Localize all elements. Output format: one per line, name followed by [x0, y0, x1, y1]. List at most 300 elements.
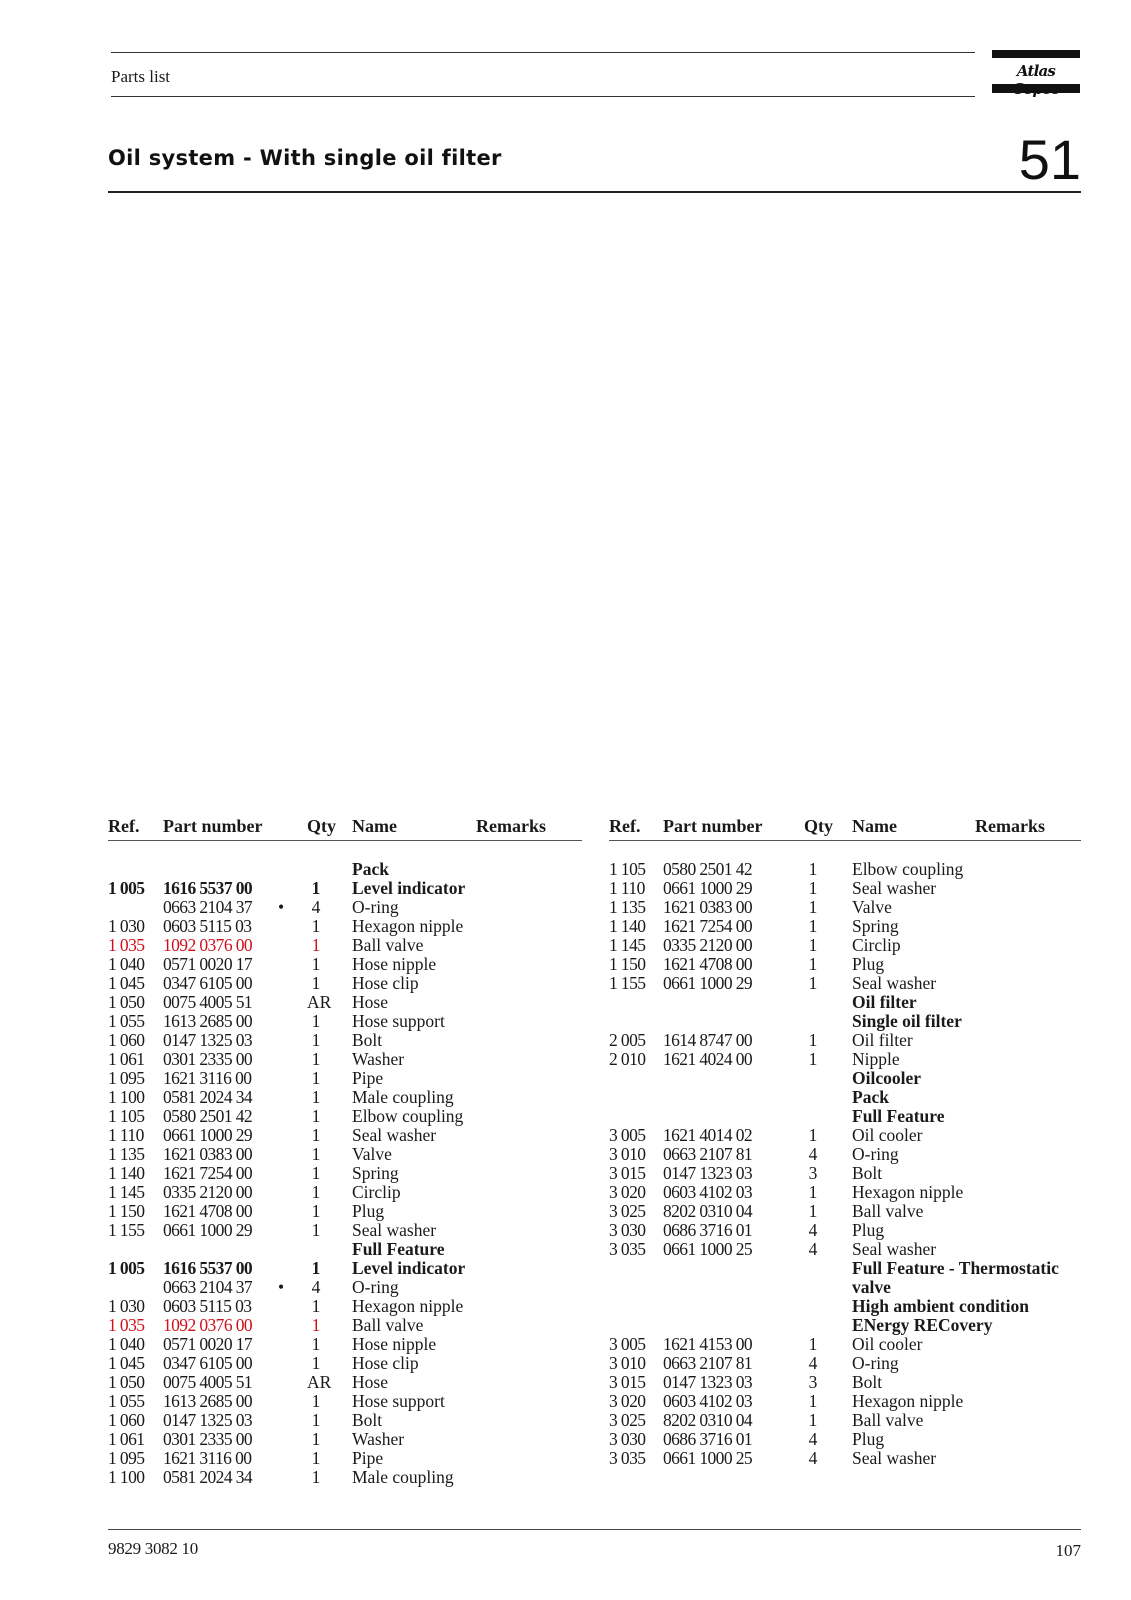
qty-cell: 1: [311, 1220, 321, 1240]
page-title: Oil system - With single oil filter: [108, 146, 502, 170]
table-row: [609, 1278, 1081, 1297]
name-cell: Washer: [352, 1049, 405, 1069]
ref-cell: 3 005: [609, 1334, 646, 1354]
table-row: [609, 1392, 1081, 1411]
ref-cell: 3 025: [609, 1410, 646, 1430]
ref-cell: 1 150: [609, 954, 646, 974]
ref-cell: 1 060: [108, 1410, 145, 1430]
name-cell: Valve: [352, 1144, 392, 1164]
part-number-cell: 1621 4014 02: [663, 1125, 753, 1145]
table-row: [609, 1107, 1081, 1126]
name-cell: O-ring: [352, 897, 399, 917]
table-row: [108, 1012, 582, 1031]
table-row: [609, 917, 1081, 936]
name-cell: Full Feature: [352, 1239, 445, 1259]
ref-cell: 1 145: [609, 935, 646, 955]
part-number-cell: 0571 0020 17: [163, 954, 253, 974]
name-cell: Seal washer: [852, 1239, 937, 1259]
qty-cell: 1: [808, 935, 818, 955]
part-number-cell: 0147 1323 03: [663, 1372, 753, 1392]
qty-cell: 1: [311, 1391, 321, 1411]
table-row: [108, 1107, 582, 1126]
name-cell: Ball valve: [852, 1410, 924, 1430]
table-row: [609, 1031, 1081, 1050]
table-row: [108, 917, 582, 936]
section-number: 51: [1018, 128, 1081, 191]
name-cell: Elbow coupling: [852, 859, 964, 879]
qty-cell: 1: [808, 878, 818, 898]
name-cell: Bolt: [352, 1030, 383, 1050]
name-cell: Pipe: [352, 1068, 384, 1088]
table-row: [609, 1411, 1081, 1430]
name-cell: Hexagon nipple: [852, 1391, 964, 1411]
table-row: [609, 1449, 1081, 1468]
qty-cell: 1: [311, 1353, 321, 1373]
header-name: Name: [852, 816, 897, 836]
qty-cell: 1: [311, 1429, 321, 1449]
name-cell: Plug: [352, 1201, 385, 1221]
part-number-cell: 0147 1325 03: [163, 1410, 253, 1430]
table-row: [108, 1259, 582, 1278]
qty-cell: 4: [808, 1220, 818, 1240]
table-row: [108, 1335, 582, 1354]
part-number-cell: 0147 1323 03: [663, 1163, 753, 1183]
qty-cell: 1: [311, 1011, 321, 1031]
qty-cell: 1: [808, 954, 818, 974]
qty-cell: AR: [307, 992, 332, 1012]
name-cell: Plug: [852, 1220, 885, 1240]
qty-cell: 1: [311, 954, 321, 974]
qty-cell: 1: [311, 1410, 321, 1430]
ref-cell: 1 061: [108, 1429, 145, 1449]
header-top-rule: [111, 52, 975, 53]
part-number-cell: 1621 4153 00: [663, 1334, 753, 1354]
name-cell: Seal washer: [352, 1220, 437, 1240]
atlas-copco-logo: [992, 50, 1080, 94]
ref-cell: 1 095: [108, 1068, 145, 1088]
table-row: [108, 1164, 582, 1183]
name-cell: Valve: [852, 897, 892, 917]
qty-cell: 1: [808, 1391, 818, 1411]
qty-cell: 1: [808, 1334, 818, 1354]
table-row: [108, 879, 582, 898]
part-number-cell: 0335 2120 00: [163, 1182, 253, 1202]
name-cell: Plug: [852, 1429, 885, 1449]
part-number-cell: 0301 2335 00: [163, 1049, 253, 1069]
part-number-cell: 0603 5115 03: [163, 916, 252, 936]
table-row: [108, 1050, 582, 1069]
table-row: [609, 1316, 1081, 1335]
qty-cell: 1: [311, 973, 321, 993]
header-part-number: Part number: [163, 816, 263, 836]
table-row: [108, 1069, 582, 1088]
name-cell: Full Feature: [852, 1106, 945, 1126]
part-number-cell: 0603 4102 03: [663, 1182, 753, 1202]
ref-cell: 1 040: [108, 1334, 145, 1354]
qty-cell: 1: [311, 1182, 321, 1202]
part-number-cell: 1621 7254 00: [163, 1163, 253, 1183]
table-row: [108, 974, 582, 993]
part-number-cell: 0661 1000 29: [663, 973, 753, 993]
ref-cell: 3 035: [609, 1448, 646, 1468]
qty-cell: 1: [808, 1201, 818, 1221]
qty-cell: 1: [311, 1448, 321, 1468]
ref-cell: 1 050: [108, 1372, 145, 1392]
name-cell: Full Feature - Thermostatic: [852, 1258, 1059, 1278]
name-cell: Hose clip: [352, 1353, 419, 1373]
name-cell: Bolt: [352, 1410, 383, 1430]
table-row: [108, 1354, 582, 1373]
name-cell: Nipple: [852, 1049, 900, 1069]
name-cell: Seal washer: [852, 878, 937, 898]
parts-table-left: [108, 816, 582, 1487]
table-row: [609, 1430, 1081, 1449]
ref-cell: 2 010: [609, 1049, 646, 1069]
qty-cell: 1: [311, 1125, 321, 1145]
qty-cell: 1: [808, 1410, 818, 1430]
part-number-cell: 1621 3116 00: [163, 1068, 252, 1088]
qty-cell: 1: [311, 1163, 321, 1183]
table-header: [609, 816, 1081, 841]
left-rows: [108, 860, 582, 1487]
name-cell: Hexagon nipple: [852, 1182, 964, 1202]
right-rows: [609, 860, 1081, 1468]
part-number-cell: 1613 2685 00: [163, 1011, 253, 1031]
name-cell: O-ring: [852, 1353, 899, 1373]
table-row: [108, 1392, 582, 1411]
qty-cell: 1: [311, 1068, 321, 1088]
table-row: [609, 1354, 1081, 1373]
name-cell: Hose clip: [352, 973, 419, 993]
name-cell: Ball valve: [352, 935, 424, 955]
name-cell: Male coupling: [352, 1467, 454, 1487]
ref-cell: 1 040: [108, 954, 145, 974]
part-number-cell: 1621 4024 00: [663, 1049, 753, 1069]
name-cell: Oil filter: [852, 1030, 913, 1050]
table-row: [108, 1411, 582, 1430]
table-row: [609, 1221, 1081, 1240]
table-row: [108, 993, 582, 1012]
name-cell: Hose: [352, 1372, 388, 1392]
table-row: [108, 1373, 582, 1392]
header-remarks: Remarks: [476, 816, 546, 836]
header-name: Name: [352, 816, 397, 836]
part-number-cell: 8202 0310 04: [663, 1410, 753, 1430]
table-row: [609, 1183, 1081, 1202]
qty-cell: 1: [311, 1201, 321, 1221]
table-row: [108, 955, 582, 974]
table-row: [108, 1468, 582, 1487]
ref-cell: 1 110: [609, 878, 645, 898]
part-number-cell: 0603 4102 03: [663, 1391, 753, 1411]
part-number-cell: 0686 3716 01: [663, 1429, 753, 1449]
bullet-marker: •: [278, 897, 285, 917]
ref-cell: 1 150: [108, 1201, 145, 1221]
ref-cell: 3 015: [609, 1372, 646, 1392]
qty-cell: 1: [808, 916, 818, 936]
qty-cell: 1: [808, 1030, 818, 1050]
ref-cell: 1 135: [609, 897, 646, 917]
part-number-cell: 1621 7254 00: [663, 916, 753, 936]
name-cell: Level indicator: [352, 1258, 466, 1278]
table-row: [609, 1145, 1081, 1164]
ref-cell: 1 140: [609, 916, 646, 936]
name-cell: Hose nipple: [352, 954, 437, 974]
table-row: [609, 974, 1081, 993]
table-row: [108, 1278, 582, 1297]
name-cell: Oil cooler: [852, 1125, 923, 1145]
qty-cell: 1: [311, 878, 321, 898]
name-cell: Ball valve: [352, 1315, 424, 1335]
part-number-cell: 0580 2501 42: [663, 859, 753, 879]
name-cell: Hose support: [352, 1011, 445, 1031]
part-number-cell: 0663 2104 37: [163, 897, 253, 917]
part-number-cell: 1621 4708 00: [163, 1201, 253, 1221]
ref-cell: 1 110: [108, 1125, 144, 1145]
ref-cell: 1 145: [108, 1182, 145, 1202]
ref-cell: 3 010: [609, 1144, 646, 1164]
name-cell: Male coupling: [352, 1087, 454, 1107]
name-cell: Oilcooler: [852, 1068, 922, 1088]
document-number: 9829 3082 10: [108, 1539, 198, 1558]
qty-cell: 1: [808, 1125, 818, 1145]
table-row: [108, 1126, 582, 1145]
header-ref: Ref.: [609, 816, 641, 836]
part-number-cell: 0347 6105 00: [163, 973, 253, 993]
name-cell: Bolt: [852, 1372, 883, 1392]
table-row: [609, 1373, 1081, 1392]
qty-cell: 1: [808, 897, 818, 917]
part-number-cell: 0335 2120 00: [663, 935, 753, 955]
name-cell: Oil cooler: [852, 1334, 923, 1354]
qty-cell: 1: [311, 935, 321, 955]
ref-cell: 1 045: [108, 1353, 145, 1373]
part-number-cell: 0580 2501 42: [163, 1106, 253, 1126]
qty-cell: 1: [808, 1049, 818, 1069]
ref-cell: 3 005: [609, 1125, 646, 1145]
part-number-cell: 1092 0376 00: [163, 935, 253, 955]
qty-cell: 4: [808, 1448, 818, 1468]
table-row: [609, 1126, 1081, 1145]
part-number-cell: 0301 2335 00: [163, 1429, 253, 1449]
part-number-cell: 0661 1000 29: [163, 1125, 253, 1145]
name-cell: Seal washer: [852, 1448, 937, 1468]
table-row: [609, 1012, 1081, 1031]
part-number-cell: 1621 0383 00: [163, 1144, 253, 1164]
table-row: [609, 1297, 1081, 1316]
name-cell: Elbow coupling: [352, 1106, 464, 1126]
table-row: [108, 1430, 582, 1449]
table-row: [609, 1259, 1081, 1278]
qty-cell: 3: [808, 1163, 818, 1183]
part-number-cell: 0663 2104 37: [163, 1277, 253, 1297]
part-number-cell: 0663 2107 81: [663, 1353, 753, 1373]
table-row: [108, 1221, 582, 1240]
table-row: [609, 993, 1081, 1012]
logo-bottom-bar: [992, 84, 1080, 93]
ref-cell: 1 030: [108, 916, 145, 936]
name-cell: Spring: [352, 1163, 399, 1183]
part-number-cell: 1621 4708 00: [663, 954, 753, 974]
table-row: [108, 1240, 582, 1259]
qty-cell: 1: [311, 1334, 321, 1354]
qty-cell: AR: [307, 1372, 332, 1392]
qty-cell: 1: [311, 1087, 321, 1107]
table-row: [609, 955, 1081, 974]
part-number-cell: 0347 6105 00: [163, 1353, 253, 1373]
table-row: [609, 879, 1081, 898]
part-number-cell: 0581 2024 34: [163, 1467, 253, 1487]
footer-rule: [108, 1529, 1081, 1530]
name-cell: Circlip: [852, 935, 901, 955]
table-row: [609, 1069, 1081, 1088]
part-number-cell: 1616 5537 00: [163, 878, 253, 898]
table-row: [108, 860, 582, 879]
table-row: [609, 1050, 1081, 1069]
name-cell: Level indicator: [352, 878, 466, 898]
ref-cell: 1 095: [108, 1448, 145, 1468]
part-number-cell: 1614 8747 00: [663, 1030, 753, 1050]
qty-cell: 4: [311, 897, 321, 917]
qty-cell: 1: [311, 1030, 321, 1050]
ref-cell: 1 105: [609, 859, 646, 879]
name-cell: Single oil filter: [852, 1011, 962, 1031]
table-row: [609, 936, 1081, 955]
part-number-cell: 0663 2107 81: [663, 1144, 753, 1164]
qty-cell: 1: [311, 1144, 321, 1164]
logo-top-bar: [992, 50, 1080, 58]
name-cell: Oil filter: [852, 992, 917, 1012]
table-row: [108, 1145, 582, 1164]
ref-cell: 1 140: [108, 1163, 145, 1183]
table-row: [108, 1297, 582, 1316]
part-number-cell: 0661 1000 25: [663, 1239, 753, 1259]
part-number-cell: 0075 4005 51: [163, 1372, 253, 1392]
header-qty: Qty: [307, 816, 336, 836]
header-bottom-rule: [111, 96, 975, 97]
ref-cell: 1 030: [108, 1296, 145, 1316]
name-cell: Pack: [852, 1087, 889, 1107]
table-row: [609, 860, 1081, 879]
table-row: [108, 1031, 582, 1050]
table-row: [108, 1183, 582, 1202]
name-cell: Bolt: [852, 1163, 883, 1183]
name-cell: Pack: [352, 859, 389, 879]
qty-cell: 1: [311, 1467, 321, 1487]
ref-cell: 3 030: [609, 1429, 646, 1449]
part-number-cell: 1092 0376 00: [163, 1315, 253, 1335]
qty-cell: 1: [808, 1182, 818, 1202]
ref-cell: 1 105: [108, 1106, 145, 1126]
ref-cell: 1 061: [108, 1049, 145, 1069]
name-cell: Hose: [352, 992, 388, 1012]
header-remarks: Remarks: [975, 816, 1045, 836]
qty-cell: 1: [311, 1296, 321, 1316]
name-cell: Hose nipple: [352, 1334, 437, 1354]
name-cell: O-ring: [852, 1144, 899, 1164]
bullet-marker: •: [278, 1277, 285, 1297]
title-rule: [108, 191, 1081, 193]
part-number-cell: 1613 2685 00: [163, 1391, 253, 1411]
ref-cell: 3 030: [609, 1220, 646, 1240]
ref-cell: 1 005: [108, 1258, 145, 1278]
qty-cell: 4: [808, 1429, 818, 1449]
ref-cell: 1 035: [108, 935, 145, 955]
part-number-cell: 1621 3116 00: [163, 1448, 252, 1468]
header-label: Parts list: [111, 67, 171, 86]
part-number-cell: 0661 1000 29: [663, 878, 753, 898]
name-cell: Ball valve: [852, 1201, 924, 1221]
ref-cell: 1 060: [108, 1030, 145, 1050]
table-row: [108, 1202, 582, 1221]
part-number-cell: 0581 2024 34: [163, 1087, 253, 1107]
ref-cell: 1 135: [108, 1144, 145, 1164]
part-number-cell: 1616 5537 00: [163, 1258, 253, 1278]
name-cell: Hexagon nipple: [352, 916, 464, 936]
ref-cell: 1 035: [108, 1315, 145, 1335]
ref-cell: 3 035: [609, 1239, 646, 1259]
header-ref: Ref.: [108, 816, 140, 836]
qty-cell: 1: [311, 916, 321, 936]
table-row: [108, 1316, 582, 1335]
qty-cell: 1: [808, 973, 818, 993]
ref-cell: 3 020: [609, 1182, 646, 1202]
header-part-number: Part number: [663, 816, 763, 836]
ref-cell: 1 100: [108, 1467, 145, 1487]
table-row: [609, 1202, 1081, 1221]
parts-table-right: [609, 816, 1081, 1468]
ref-cell: 1 100: [108, 1087, 145, 1107]
name-cell: ENergy RECovery: [852, 1315, 993, 1335]
part-number-cell: 0686 3716 01: [663, 1220, 753, 1240]
qty-cell: 1: [808, 859, 818, 879]
name-cell: valve: [852, 1277, 891, 1297]
qty-cell: 1: [311, 1106, 321, 1126]
part-number-cell: 1621 0383 00: [663, 897, 753, 917]
name-cell: Washer: [352, 1429, 405, 1449]
name-cell: Pipe: [352, 1448, 384, 1468]
qty-cell: 4: [808, 1144, 818, 1164]
ref-cell: 1 055: [108, 1391, 145, 1411]
table-row: [609, 1335, 1081, 1354]
qty-cell: 1: [311, 1315, 321, 1335]
qty-cell: 3: [808, 1372, 818, 1392]
page-number: 107: [1055, 1541, 1081, 1560]
name-cell: Plug: [852, 954, 885, 974]
ref-cell: 1 050: [108, 992, 145, 1012]
ref-cell: 1 005: [108, 878, 145, 898]
part-number-cell: 0661 1000 25: [663, 1448, 753, 1468]
ref-cell: 3 015: [609, 1163, 646, 1183]
ref-cell: 2 005: [609, 1030, 646, 1050]
name-cell: Hose support: [352, 1391, 445, 1411]
name-cell: Hexagon nipple: [352, 1296, 464, 1316]
ref-cell: 1 045: [108, 973, 145, 993]
table-row: [609, 1088, 1081, 1107]
name-cell: Spring: [852, 916, 899, 936]
part-number-cell: 8202 0310 04: [663, 1201, 753, 1221]
qty-cell: 1: [311, 1258, 321, 1278]
ref-cell: 1 055: [108, 1011, 145, 1031]
table-row: [108, 1449, 582, 1468]
ref-cell: 1 155: [609, 973, 646, 993]
table-row: [609, 1240, 1081, 1259]
header-qty: Qty: [804, 816, 833, 836]
name-cell: High ambient condition: [852, 1296, 1029, 1316]
ref-cell: 3 010: [609, 1353, 646, 1373]
qty-cell: 4: [311, 1277, 321, 1297]
part-number-cell: 0075 4005 51: [163, 992, 253, 1012]
